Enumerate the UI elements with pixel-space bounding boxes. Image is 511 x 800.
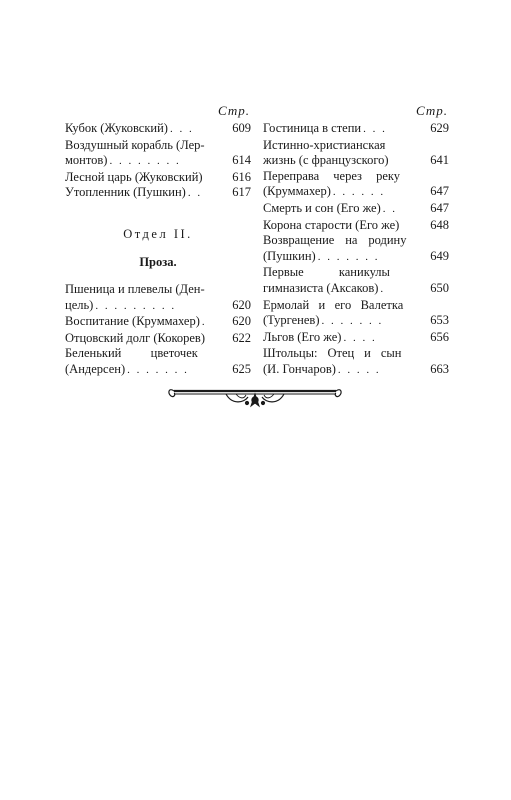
toc-entry (263, 121, 449, 138)
toc-leader-dots: . . . (169, 123, 194, 135)
toc-entry-title: (Тургенев) (263, 313, 320, 328)
toc-leader-dots: . . . . . . (332, 186, 386, 199)
toc-leader-dots: . . . . . . . (317, 250, 380, 263)
toc-entry-title: Первые каникулы (263, 265, 390, 280)
toc-entry-title: Возвращение на родину (263, 233, 407, 248)
toc-entry-title: Лесной царь (Жуковский) (65, 169, 203, 184)
toc-entry-line (263, 346, 449, 362)
toc-entry (263, 169, 449, 201)
toc-entry-line (263, 169, 449, 185)
toc-entry-line (65, 170, 251, 186)
toc-page-number: 656 (430, 329, 449, 344)
toc-entry (65, 138, 251, 170)
toc-entry-title: (Пушкин) (263, 248, 316, 263)
toc-entry-line (263, 281, 449, 298)
toc-entry-title: Штольцы: Отец и сын (263, 346, 402, 361)
toc-entry (65, 282, 251, 314)
toc-entry-title: (Круммахер) (263, 184, 331, 199)
toc-page-number: 648 (430, 217, 449, 232)
toc-leader-dots: . (201, 316, 207, 329)
toc-leader-dots: . . . (363, 123, 387, 135)
toc-entry-title: Гостиница в степи (263, 121, 362, 135)
toc-entry (263, 346, 449, 378)
toc-entry-list (65, 282, 251, 379)
toc-entry-line (263, 362, 449, 379)
toc-leader-dots: . . (187, 187, 203, 200)
toc-entry-title: Льгов (Его же) (263, 329, 342, 344)
toc-entry (263, 265, 449, 297)
toc-leader-dots: . . . . . . . (321, 315, 384, 328)
toc-entry-line (65, 282, 251, 298)
toc-entry (65, 185, 251, 202)
toc-entry-line (263, 249, 449, 266)
toc-entry-title: гимназиста (Аксаков) (263, 280, 379, 295)
toc-page-number: 641 (430, 153, 449, 168)
toc-left-column (65, 100, 251, 379)
toc-page-number: 622 (232, 330, 251, 345)
toc-page-number: 625 (232, 361, 251, 376)
toc-page-number: 620 (232, 314, 251, 329)
toc-entry (263, 201, 449, 218)
toc-entry-title: Корона старости (Его же) (263, 217, 400, 232)
toc-entry-line (263, 298, 449, 314)
toc-leader-dots: . . . . . (337, 363, 381, 376)
toc-entry-line (263, 121, 449, 138)
toc-entry-line (65, 185, 251, 202)
toc-entry-line (65, 138, 251, 154)
toc-entry-line (65, 331, 251, 347)
toc-entry-title: Воспитание (Круммахер) (65, 314, 200, 329)
toc-leader-dots: . . . . . . . . (109, 155, 181, 168)
toc-leader-dots: . . . . (343, 331, 377, 344)
toc-page-number: 609 (232, 121, 251, 135)
toc-page-number: 663 (430, 361, 449, 376)
toc-entry (263, 330, 449, 347)
toc-entry-line (263, 330, 449, 347)
toc-entry-line (263, 153, 449, 169)
toc-entry (65, 331, 251, 347)
toc-page-number: 647 (430, 184, 449, 199)
toc-entry (263, 233, 449, 265)
toc-entry-line (65, 314, 251, 331)
section-title: Отдел II. (123, 226, 193, 241)
toc-entry (263, 218, 449, 234)
toc-entry (65, 314, 251, 331)
toc-page-number: 650 (430, 280, 449, 295)
toc-entry-title: Смерть и сон (Его же) (263, 200, 381, 215)
toc-leader-dots: . . . . . . . (127, 363, 189, 376)
toc-page-number: 653 (430, 313, 449, 328)
page-column-header: Стр. (416, 103, 448, 118)
toc-entry-title: Истинно-христианская (263, 137, 386, 152)
toc-entry-line (263, 184, 449, 201)
toc-entry-title: Переправа через реку (263, 168, 401, 183)
toc-entry-line (65, 121, 251, 138)
toc-page-number: 649 (430, 248, 449, 263)
toc-entry (263, 138, 449, 169)
section-subtitle: Проза. (139, 254, 177, 269)
toc-leader-dots: . . . . . . . . . (95, 299, 177, 312)
toc-page-number: 616 (232, 169, 251, 184)
toc-page-number: 629 (430, 121, 449, 135)
toc-entry-title: монтов) (65, 153, 108, 168)
toc-entry-line (263, 201, 449, 218)
toc-page-number: 647 (430, 200, 449, 215)
toc-entry-title: жизнь (с французского) (263, 153, 389, 168)
toc-entry (65, 121, 251, 138)
toc-entry-line (65, 362, 251, 379)
toc-entry-line (263, 313, 449, 330)
toc-entry-title: (Андерсен) (65, 361, 126, 376)
toc-leader-dots: . (380, 282, 386, 295)
decorative-fleuron-icon (166, 381, 344, 411)
toc-entry-title: Воздушный корабль (Лер- (65, 137, 205, 152)
toc-page-number: 614 (232, 153, 251, 168)
toc-page-number: 620 (232, 297, 251, 312)
toc-entry-line (65, 298, 251, 315)
toc-entry-line (263, 233, 449, 249)
fleuron-graphic (166, 381, 344, 411)
toc-entry-title: (И. Гончаров) (263, 361, 336, 376)
toc-entry-line (263, 218, 449, 234)
toc-entry-line (263, 265, 449, 281)
toc-entry-title: Ермолай и его Валетка (263, 297, 404, 312)
page-column-header: Стр. (218, 103, 250, 118)
toc-entry (65, 346, 251, 378)
toc-entry-list (65, 121, 251, 202)
toc-leader-dots: . . (382, 202, 398, 215)
toc-entry-list (263, 121, 449, 379)
toc-entry-line (65, 346, 251, 362)
toc-page-number: 617 (232, 185, 251, 200)
toc-entry-line (263, 138, 449, 154)
toc-entry-title: Беленький цветочек (65, 346, 198, 361)
toc-entry-title: Кубок (Жуковский) (65, 121, 168, 135)
toc-entry-title: Пшеница и плевелы (Ден- (65, 281, 205, 296)
toc-entry (65, 170, 251, 186)
toc-entry-title: Отцовский долг (Кокорев) (65, 330, 205, 345)
toc-entry-title: Утопленник (Пушкин) (65, 185, 186, 200)
toc-right-column (263, 100, 449, 379)
toc-entry (263, 298, 449, 330)
toc-entry-title: цель) (65, 297, 94, 312)
toc-entry-line (65, 153, 251, 170)
